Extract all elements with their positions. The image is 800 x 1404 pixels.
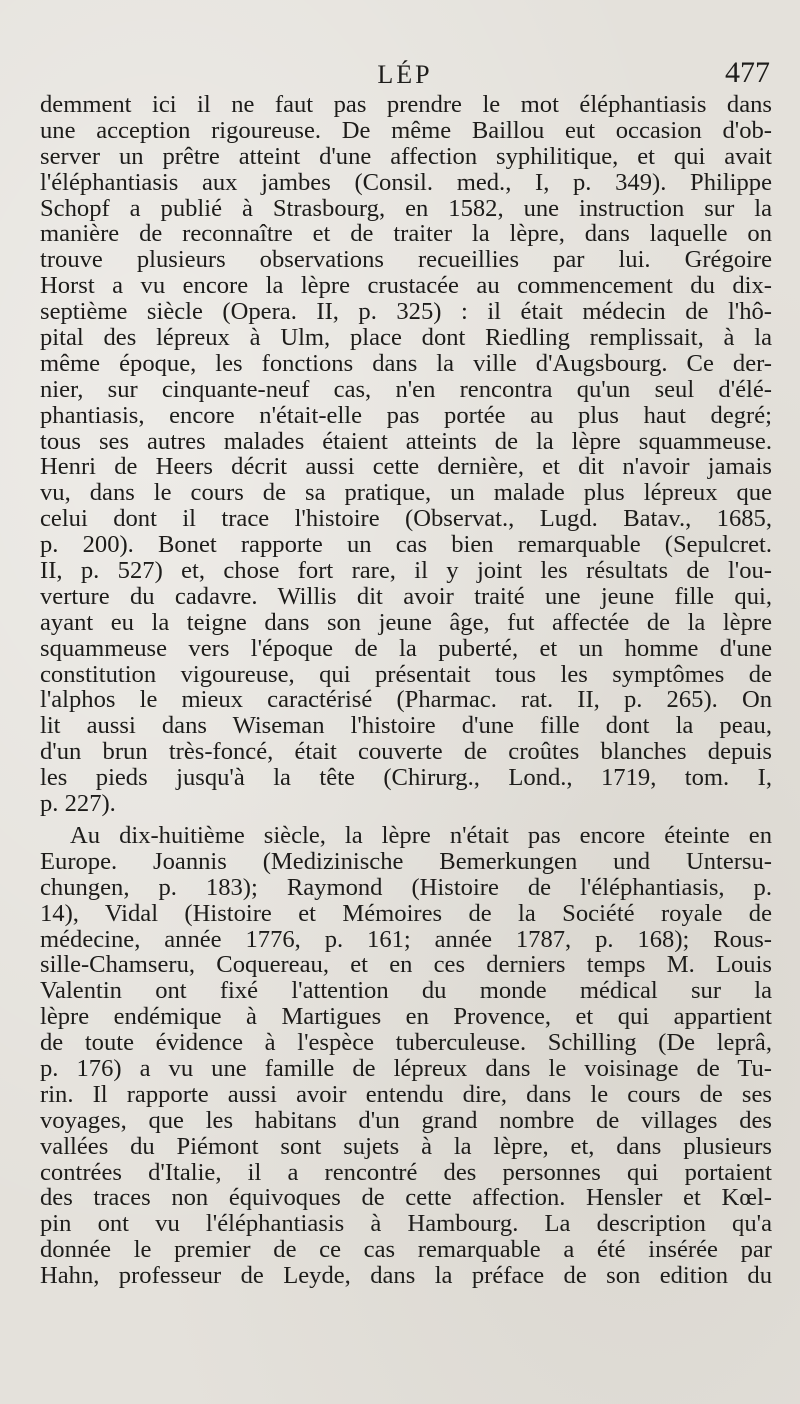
text-line: trouve plusieurs observations recueillies par lui. Grégoire <box>40 247 772 274</box>
text-line: vu, dans le cours de sa pratique, un malade plus lépreux que <box>40 480 772 507</box>
text-line: d'un brun très-foncé, était couverte de croûtes blanches depuis <box>40 739 772 766</box>
text-line: p. 227). <box>40 791 116 817</box>
page-number: 477 <box>725 56 770 89</box>
text-line: p. 200). Bonet rapporte un cas bien remarquable (Sepulcret. <box>40 532 772 559</box>
text-line: constitution vigoureuse, qui présentait tous les symptômes de <box>40 661 772 688</box>
text-line: Hahn, professeur de Leyde, dans la préface de son edition du <box>40 1263 772 1289</box>
text-line: nier, sur cinquante-neuf cas, n'en rencontra qu'un seul d'élé- <box>40 376 772 403</box>
text-line: demment ici il ne faut pas prendre le mot éléphantiasis dans <box>40 92 772 118</box>
text-line: manière de reconnaître et de traiter la lèpre, dans laquelle on <box>40 221 772 248</box>
text-line: Horst a vu encore la lèpre crustacée au commencement du dix- <box>40 273 772 300</box>
paragraph-1 <box>40 92 772 817</box>
text-line: même époque, les fonctions dans la ville d'Augsbourg. Ce der- <box>40 350 772 377</box>
text-line: rin. Il rapporte aussi avoir entendu dire, dans le cours de ses <box>40 1081 772 1108</box>
text-line: septième siècle (Opera. II, p. 325) : il était médecin de l'hô- <box>40 299 772 326</box>
text-line: squammeuse vers l'époque de la puberté, et un homme d'une <box>40 635 772 662</box>
text-line: pital des lépreux à Ulm, place dont Riedling remplissait, à la <box>40 325 772 351</box>
text-line: les pieds jusqu'à la tête (Chirurg., Lond., 1719, tom. I, <box>40 765 772 792</box>
text-line: lit aussi dans Wiseman l'histoire d'une fille dont la peau, <box>40 713 772 740</box>
page-header <box>40 56 770 96</box>
text-line: l'éléphantiasis aux jambes (Consil. med., I, p. 349). Philippe <box>40 169 772 196</box>
text-line: phantiasis, encore n'était-elle pas portée au plus haut degré; <box>40 402 772 429</box>
text-line: Valentin ont fixé l'attention du monde médical sur la <box>40 978 772 1005</box>
text-line: p. 176) a vu une famille de lépreux dans le voisinage de Tu- <box>40 1055 772 1082</box>
text-line: donnée le premier de ce cas remarquable a été insérée par <box>40 1237 772 1264</box>
body-text <box>40 92 772 1289</box>
text-line: 14), Vidal (Histoire et Mémoires de la Société royale de <box>40 900 772 927</box>
text-line: chungen, p. 183); Raymond (Histoire de l'éléphantiasis, p. <box>40 874 772 901</box>
text-line: une acception rigoureuse. De même Baillou eut occasion d'ob- <box>40 117 772 144</box>
text-line: des traces non équivoques de cette affection. Hensler et Kœl- <box>40 1185 772 1212</box>
paragraph-2 <box>40 823 772 1289</box>
text-line: médecine, année 1776, p. 161; année 1787, p. 168); Rous- <box>40 926 772 953</box>
text-line: II, p. 527) et, chose fort rare, il y joint les résultats de l'ou- <box>40 558 772 584</box>
text-line: vallées du Piémont sont sujets à la lèpre, et, dans plusieurs <box>40 1133 772 1160</box>
text-line: l'alphos le mieux caractérisé (Pharmac. rat. II, p. 265). On <box>40 687 772 714</box>
text-line: sille-Chamseru, Coquereau, et en ces derniers temps M. Louis <box>40 952 772 979</box>
text-line: de toute évidence à l'espèce tuberculeuse. Schilling (De leprâ, <box>40 1030 772 1056</box>
text-line: tous ses autres malades étaient atteints de la lèpre squammeuse. <box>40 428 772 455</box>
text-line: verture du cadavre. Willis dit avoir traité une jeune fille qui, <box>40 583 772 610</box>
text-line: Europe. Joannis (Medizinische Bemerkungen und Untersu- <box>40 848 772 875</box>
text-line: voyages, que les habitans d'un grand nombre de villages des <box>40 1107 772 1134</box>
text-line: Henri de Heers décrit aussi cette dernière, et dit n'avoir jamais <box>40 454 772 481</box>
running-head: LÉP <box>377 60 433 89</box>
text-line: Schopf a publié à Strasbourg, en 1582, une instruction sur la <box>40 195 772 222</box>
text-line: Au dix-huitième siècle, la lèpre n'était pas encore éteinte en <box>70 822 772 849</box>
text-line: ayant eu la teigne dans son jeune âge, fut affectée de la lèpre <box>40 609 772 636</box>
text-line: server un prêtre atteint d'une affection syphilitique, et qui avait <box>40 143 772 170</box>
text-line: lèpre endémique à Martigues en Provence, et qui appartient <box>40 1004 772 1031</box>
text-line: pin ont vu l'éléphantiasis à Hambourg. La description qu'a <box>40 1211 772 1238</box>
text-line: contrées d'Italie, il a rencontré des personnes qui portaient <box>40 1159 772 1186</box>
text-line: celui dont il trace l'histoire (Observat., Lugd. Batav., 1685, <box>40 506 772 533</box>
